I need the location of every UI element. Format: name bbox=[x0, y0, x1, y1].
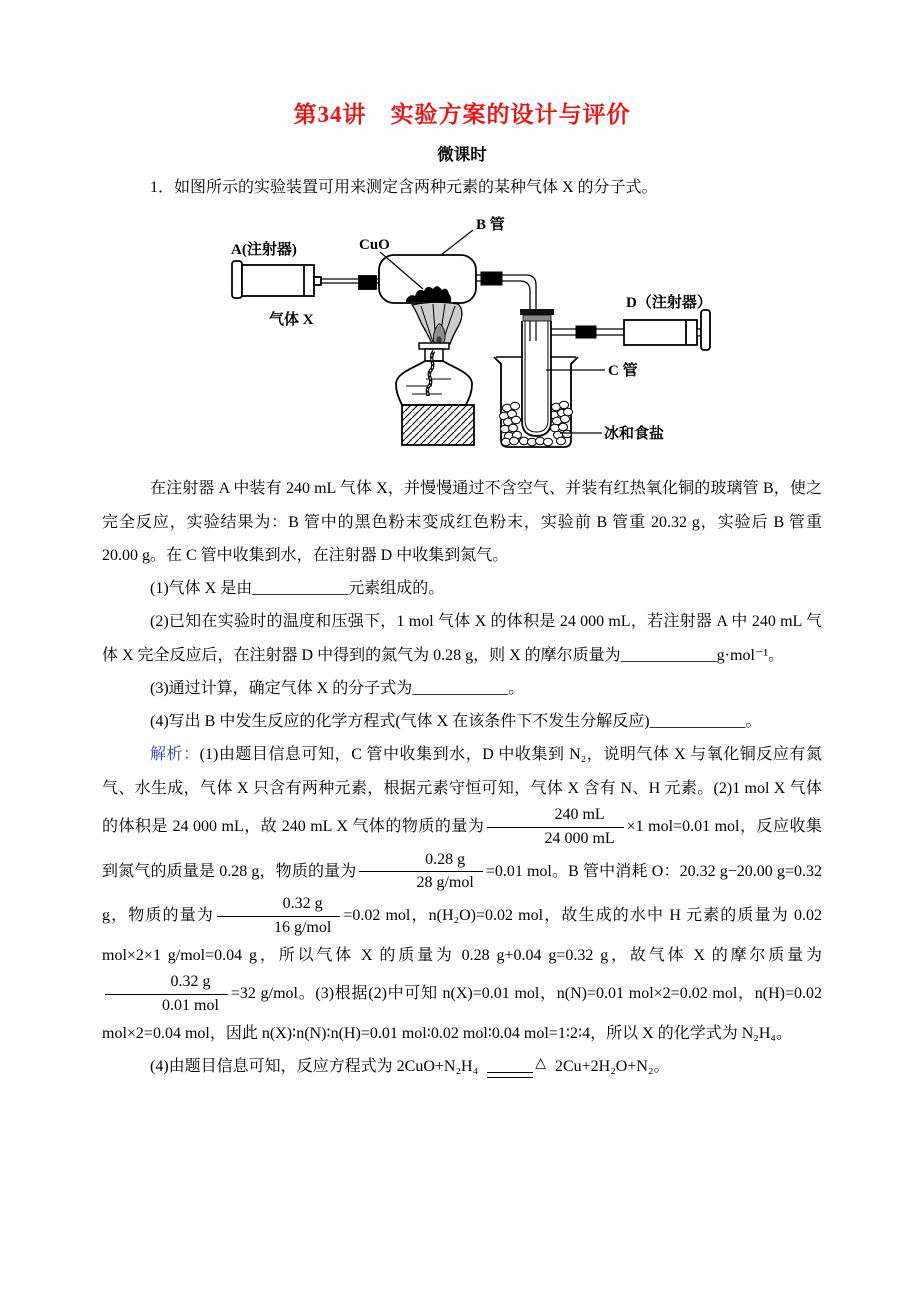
section-subtitle: 微课时 bbox=[437, 145, 487, 164]
question-part-2: (2)已知在实验时的温度和压强下，1 mol 气体 X 的体积是 24 000 mL，若注射器 A 中 240 mL 气体 X 完全反应后，在注射器 D 中得到的氮气为 0.28 g，则 X 的摩尔质量为____________g·mol⁻¹。 bbox=[102, 613, 822, 664]
tube-b-leader-line bbox=[441, 230, 473, 255]
question-part-3: (3)通过计算，确定气体 X 的分子式为____________。 bbox=[150, 679, 525, 697]
tube-b bbox=[379, 230, 476, 303]
stopper bbox=[520, 309, 554, 315]
question-1-intro: 1．如图所示的实验装置可用来测定含两种元素的某种气体 X 的分子式。 bbox=[150, 179, 658, 196]
syringe-d bbox=[551, 310, 710, 350]
fraction-molar-mass: $\frac{0.32 g}{\text{0.01 mol}}$ bbox=[105, 972, 228, 1017]
analysis-text-5: =32 g/mol。(3)根据(2)中可知 n(X)=0.01 mol，n(N)=0.01 mol×2=0.02 mol，n(H)=0.02 mol×2=0.04 mol，因此 n(X)∶n(N)∶n(H)=0.01 mol∶0.02 mol∶0.04 mol=1∶2∶4，所以 X 的化学式为 N₂H₄。 bbox=[102, 984, 822, 1042]
fraction-oxygen-moles: $\frac{0.32 g}{\text{16 g/mol}}$ bbox=[217, 894, 340, 939]
lesson-title: 第34讲 实验方案的设计与评价 bbox=[293, 102, 631, 127]
gas-x-label: 气体 X bbox=[269, 312, 314, 329]
reaction-condition-symbol bbox=[487, 1057, 546, 1078]
delta-heat-symbol: △ bbox=[535, 1055, 546, 1071]
answer-part-4 bbox=[102, 1050, 822, 1083]
ice-salt-label: 冰和食盐 bbox=[604, 426, 665, 443]
question-part-4: (4)写出 B 中发生反应的化学方程式(气体 X 在该条件下不发生分解反应)____________。 bbox=[150, 713, 762, 731]
syringe-a-label: A(注射器) bbox=[231, 242, 297, 259]
analysis-text-4: =0.02 mol，n(H₂O)=0.02 mol，故生成的水中 H 元素的质量为 0.02 mol×2×1 g/mol=0.04 g，所以气体 X 的质量为 0.28 g+0.04 g=0.32 g，故气体 X 的摩尔质量为 bbox=[102, 907, 822, 964]
fraction-nitrogen-moles: $\frac{0.28 g}{\text{28 g/mol}}$ bbox=[359, 850, 482, 895]
equation-lhs: (4)由题目信息可知，反应方程式为 2CuO+N₂H₄ bbox=[150, 1057, 479, 1075]
double-line bbox=[487, 1072, 533, 1078]
syringe-d-label: D（注射器） bbox=[626, 295, 712, 312]
analysis-paragraph bbox=[102, 738, 822, 1049]
lamp-stand bbox=[402, 405, 474, 445]
apparatus-figure bbox=[174, 208, 754, 466]
fraction-gas-volume: $\frac{240 mL}{24 000 mL}$ bbox=[487, 805, 623, 850]
analysis-text-3: =0.01 mol。B 管中消耗 O：20.32 g−20.00 g=0.32 g，物质的量为 bbox=[102, 862, 822, 925]
question-part-1: (1)气体 X 是由____________元素组成的。 bbox=[150, 580, 445, 598]
connector-b-to-c bbox=[476, 272, 536, 309]
tube-c-label: C 管 bbox=[608, 363, 638, 380]
alcohol-lamp bbox=[396, 302, 474, 445]
tube-b-label: B 管 bbox=[476, 217, 505, 234]
analysis-text-1: (1)由题目信息可知，C 管中收集到水，D 中收集到 N₂，说明气体 X 与氧化铜反应有氮气、水生成，气体 X 只含有两种元素，根据元素守恒可知，气体 X 含有 N、H 元素。(2)1 mol X 气体的体积是 24 000 mL，故 240 mL X 气体的物质的量为 bbox=[102, 746, 822, 835]
equation-rhs: 2Cu+2H₂O+N₂。 bbox=[554, 1057, 670, 1075]
analysis-text-2: ×1 mol=0.01 mol，反应收集到氮气的质量是 0.28 g，物质的量为 bbox=[102, 817, 822, 880]
syringe-a bbox=[232, 261, 381, 298]
experiment-description: 在注射器 A 中装有 240 mL 气体 X，并慢慢通过不含空气、并装有红热氧化铜的玻璃管 B，使之完全反应，实验结果为：B 管中的黑色粉末变成红色粉末，实验前 B 管重 20.32 g，实验后 B 管重 20.00 g。在 C 管中收集到水，在注射器 D 中收集到氮气。 bbox=[102, 480, 822, 564]
apparatus-diagram bbox=[102, 208, 822, 466]
analysis-label: 解析： bbox=[150, 746, 200, 764]
cuo-label: CuO bbox=[359, 237, 390, 254]
